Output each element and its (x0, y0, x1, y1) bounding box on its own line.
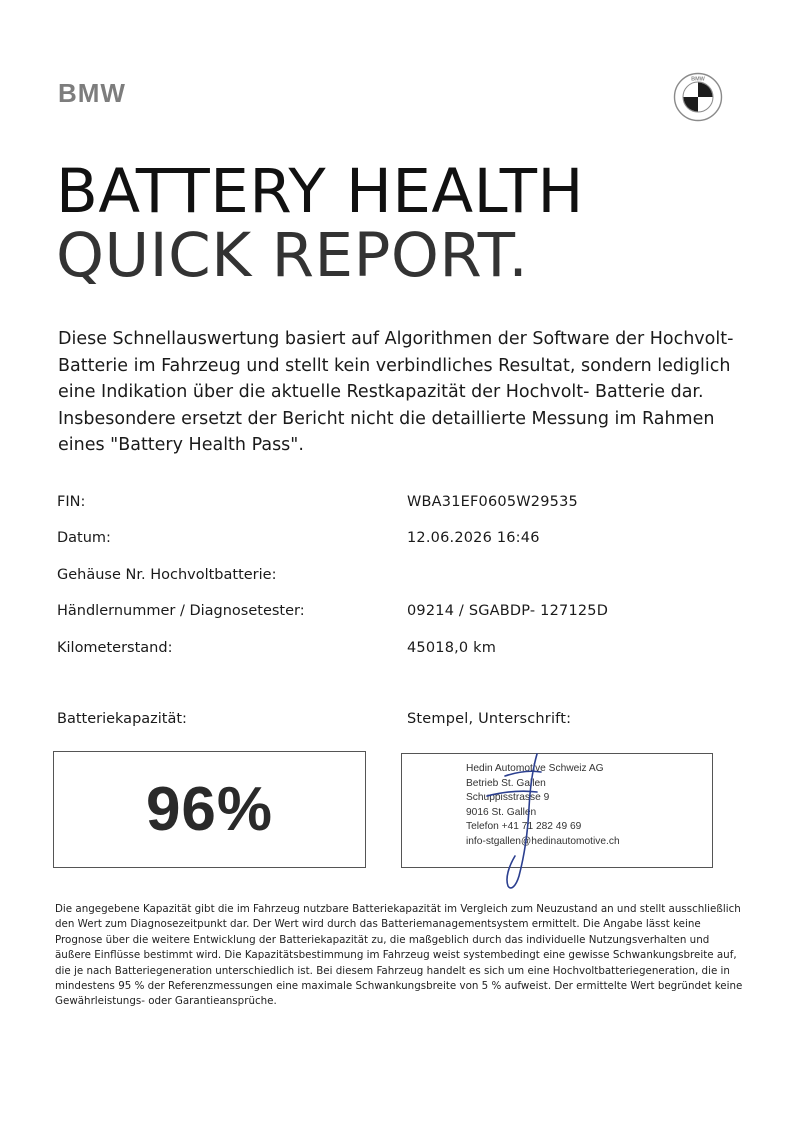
mileage-label: Kilometerstand: (57, 640, 173, 656)
datum-value: 12.06.2026 16:46 (407, 530, 540, 546)
battery-capacity-label: Batteriekapazität: (57, 711, 187, 727)
stamp-line: info-stgallen@hedinautomotive.ch (466, 835, 620, 847)
dealer-stamp (466, 762, 620, 849)
stamp-line: Telefon +41 71 282 49 69 (466, 821, 582, 832)
battery-capacity-value: 96% (145, 775, 274, 844)
stamp-line: 9016 St. Gallen (466, 806, 537, 818)
dealer-stamp-box (401, 753, 713, 868)
disclaimer-text: Die angegebene Kapazität gibt die im Fahrzeug nutzbare Batteriekapazität im Vergleich zum Neuzustand an und stellt ausschließlich den Wert zum Diagnosezeitpunkt dar. Der Wert wird durch das Batteriemanagementsystem ermittelt. Die Angabe lässt keine Prognose über die weitere Entwicklung der Batteriekapazität zu, die maßgeblich durch das individuelle Nutzungsverhalten und äußere Einflüsse bestimmt wird. Die Kapazitätsbestimmung im Fahrzeug weist systembedingt eine gewisse Schwankungsbreite auf, die je nach Batteriegeneration unterschiedlich ist. Bei diesem Fahrzeug handelt es sich um eine Hochvoltbatteriegeneration, die in mindestens 95 % der Referenzmessungen eine maximale Schwankungsbreite von 5 % aufweist. Der ermittelte Wert begründet keine Gewährleistungs- oder Garantieansprüche. (55, 903, 743, 1008)
fin-label: FIN: (57, 494, 86, 510)
dealer-number-value: 09214 / SGABDP- 127125D (407, 603, 609, 619)
stamp-signature-label: Stempel, Unterschrift: (407, 711, 572, 727)
battery-capacity-box (53, 751, 366, 868)
title-line-1: BATTERY HEALTH (56, 156, 584, 227)
brand-wordmark: BMW (58, 78, 126, 108)
stamp-line: Schuppisstrasse 9 (466, 792, 550, 803)
fin-value: WBA31EF0605W29535 (407, 494, 578, 510)
page-title (56, 156, 584, 291)
title-line-2: QUICK REPORT. (56, 220, 529, 291)
roundel-letters: BMW (691, 76, 705, 83)
dealer-number-label: Händlernummer / Diagnosetester: (57, 603, 305, 619)
datum-label: Datum: (57, 530, 111, 546)
stamp-line: Betrieb St. Gallen (466, 777, 546, 789)
bmw-roundel-logo-icon (673, 72, 723, 122)
stamp-line: Hedin Automotive Schweiz AG (466, 763, 604, 774)
housing-number-label: Gehäuse Nr. Hochvoltbatterie: (57, 567, 277, 583)
mileage-value: 45018,0 km (407, 640, 497, 656)
intro-paragraph: Diese Schnellauswertung basiert auf Algorithmen der Software der Hochvolt- Batterie im Fahrzeug und stellt kein verbindliches Resultat, sondern lediglich eine Indikation über die aktuelle Restkapazität der Hochvolt- Batterie dar. Insbesondere ersetzt der Bericht nicht die detaillierte Messung im Rahmen eines "Battery Health Pass". (58, 329, 734, 455)
